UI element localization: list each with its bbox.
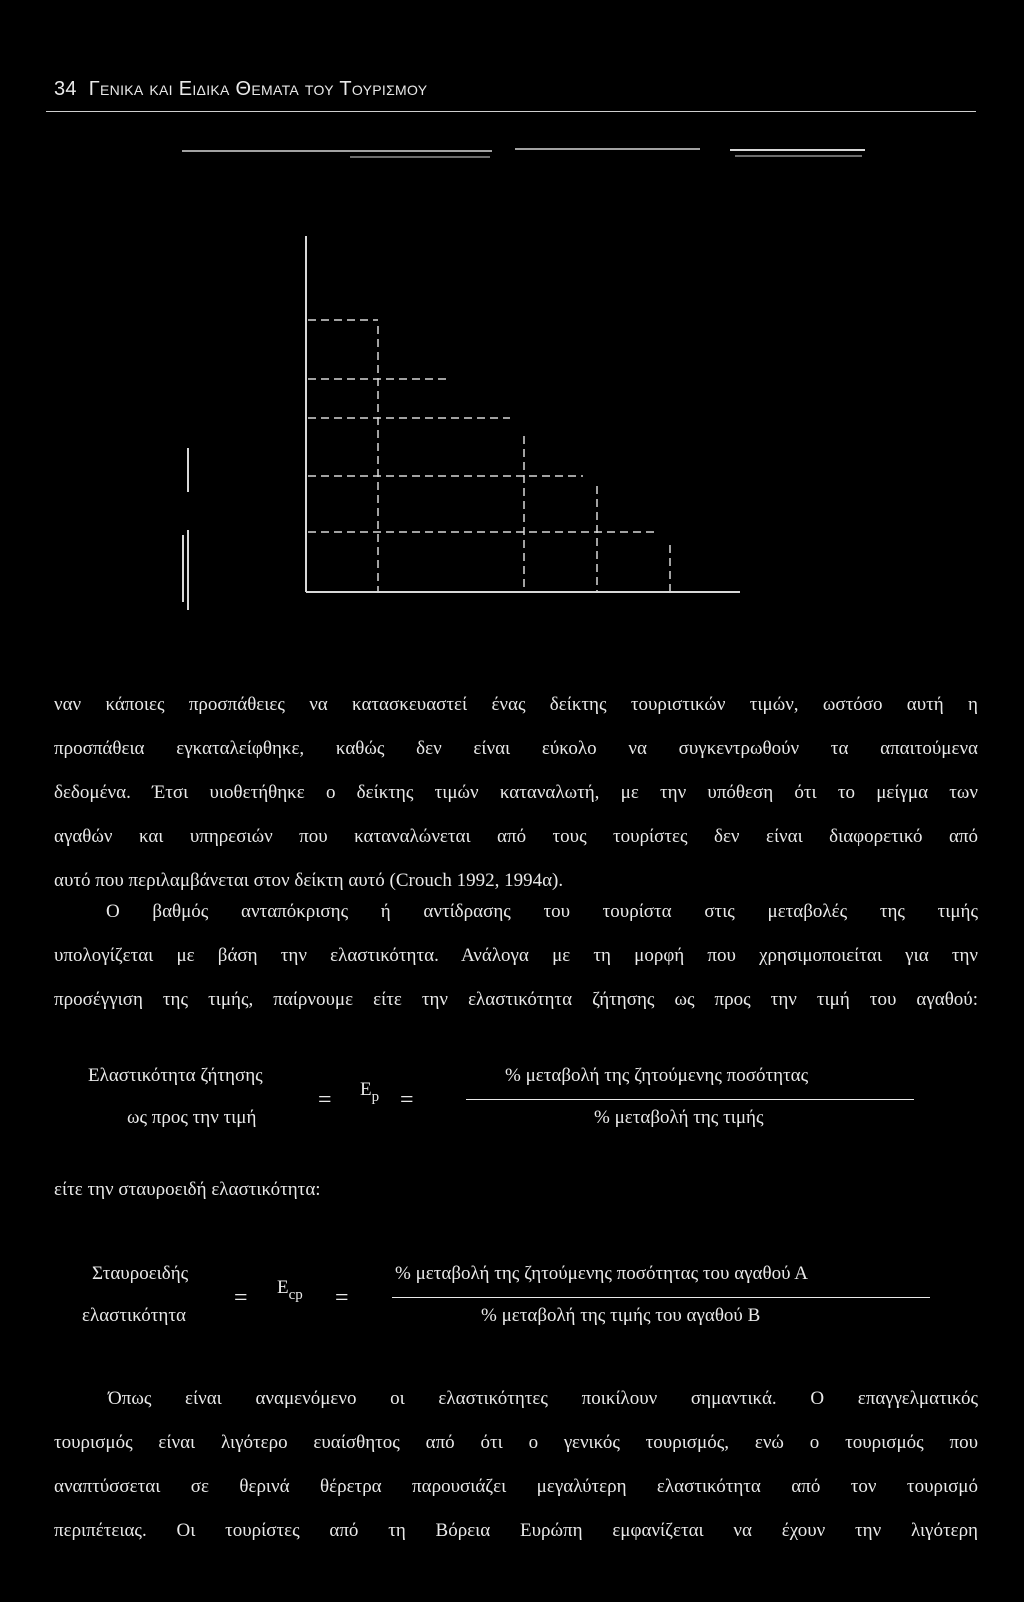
- running-header: [54, 78, 976, 101]
- paragraph-2: [54, 890, 978, 1022]
- paragraph-3-line: αναπτύσσεται σε θερινά θέρετρα παρουσιάζει μεγαλύτερη ελαστικότητα από τον τουρισμό: [54, 1476, 978, 1497]
- formula-1-denominator: % μεταβολή της τιμής: [594, 1107, 764, 1128]
- step-diagram-figure: [0, 120, 1024, 620]
- formula-2-equals-1: =: [234, 1285, 248, 1311]
- formula-1-equals-1: =: [318, 1087, 332, 1113]
- paragraph-1-line: ναν κάποιες προσπάθειες να κατασκευαστεί ένας δείκτης τουριστικών τιμών, ωστόσο αυτή η: [54, 694, 978, 715]
- between-formulas-line: είτε την σταυροειδή ελαστικότητα:: [54, 1179, 321, 1200]
- formula-1-numerator: % μεταβολή της ζητούμενης ποσότητας: [505, 1065, 809, 1086]
- formula-1-label-line-2: ως προς την τιμή: [127, 1107, 257, 1128]
- formula-2-denominator: % μεταβολή της τιμής του αγαθού Β: [481, 1305, 761, 1326]
- formula-2-equals-2: =: [335, 1285, 349, 1311]
- formula-2-numerator: % μεταβολή της ζητούμενης ποσότητας του αγαθού Α: [395, 1263, 808, 1284]
- running-title: Γενικα και Ειδικα Θεματα του Τουρισμου: [88, 78, 428, 100]
- formula-1-symbol-main: E: [360, 1079, 372, 1100]
- header-rule: [46, 111, 976, 112]
- paragraph-2-line: προσέγγιση της τιμής, παίρνουμε είτε την ελαστικότητα ζήτησης ως προς την τιμή του αγαθού:: [54, 989, 978, 1010]
- paragraph-1-line: αυτό που περιλαμβάνεται στον δείκτη αυτό (Crouch 1992, 1994α).: [54, 870, 564, 891]
- between-formulas-text: [54, 1175, 978, 1205]
- formula-2-fraction-bar: [392, 1297, 930, 1298]
- paragraph-3-line: Όπως είναι αναμενόμενο οι ελαστικότητες ποικίλουν σημαντικά. Ο επαγγελματικός: [108, 1388, 978, 1409]
- formula-1-symbol: [360, 1079, 380, 1105]
- paragraph-1-line: δεδομένα. Έτσι υιοθετήθηκε ο δείκτης τιμών καταναλωτή, με την υπόθεση ότι το μείγμα των: [54, 782, 978, 803]
- formula-2-label-line-1: Σταυροειδής: [92, 1263, 189, 1284]
- formula-2-symbol-sub: cp: [288, 1287, 303, 1303]
- paragraph-1-line: προσπάθεια εγκαταλείφθηκε, καθώς δεν είναι εύκολο να συγκεντρωθούν τα απαιτούμενα: [54, 738, 978, 759]
- formula-2-symbol-main: E: [277, 1277, 289, 1298]
- formula-1-fraction-bar: [466, 1099, 914, 1100]
- paragraph-3-line: τουρισμός είναι λιγότερο ευαίσθητος από ότι ο γενικός τουρισμός, ενώ ο τουρισμός που: [54, 1432, 978, 1453]
- page-number: 34: [54, 78, 77, 100]
- paragraph-2-line: υπολογίζεται με βάση την ελαστικότητα. Ανάλογα με τη μορφή που χρησιμοποιείται για την: [54, 945, 978, 966]
- price-elasticity-formula: [0, 1055, 1024, 1145]
- paragraph-2-line: Ο βαθμός ανταπόκρισης ή αντίδρασης του τουρίστα στις μεταβολές της τιμής: [106, 901, 978, 922]
- paragraph-3-line: περιπέτειας. Οι τουρίστες από τη Βόρεια Ευρώπη εμφανίζεται να έχουν την λιγότερη: [54, 1520, 978, 1541]
- dashed-drops: [378, 326, 670, 592]
- dashed-levels: [308, 320, 655, 532]
- paragraph-3: [54, 1377, 978, 1553]
- formula-2-symbol: [277, 1277, 303, 1303]
- paragraph-1-line: αγαθών και υπηρεσιών που καταναλώνεται από τους τουρίστες δεν είναι διαφορετικό από: [54, 826, 978, 847]
- formula-1-equals-2: =: [400, 1087, 414, 1113]
- formula-1-label-line-1: Ελαστικότητα ζήτησης: [88, 1065, 263, 1086]
- paragraph-1: [54, 683, 978, 903]
- cross-elasticity-formula: [0, 1253, 1024, 1343]
- formula-2-label-line-2: ελαστικότητα: [82, 1305, 186, 1326]
- formula-1-symbol-sub: p: [371, 1089, 380, 1105]
